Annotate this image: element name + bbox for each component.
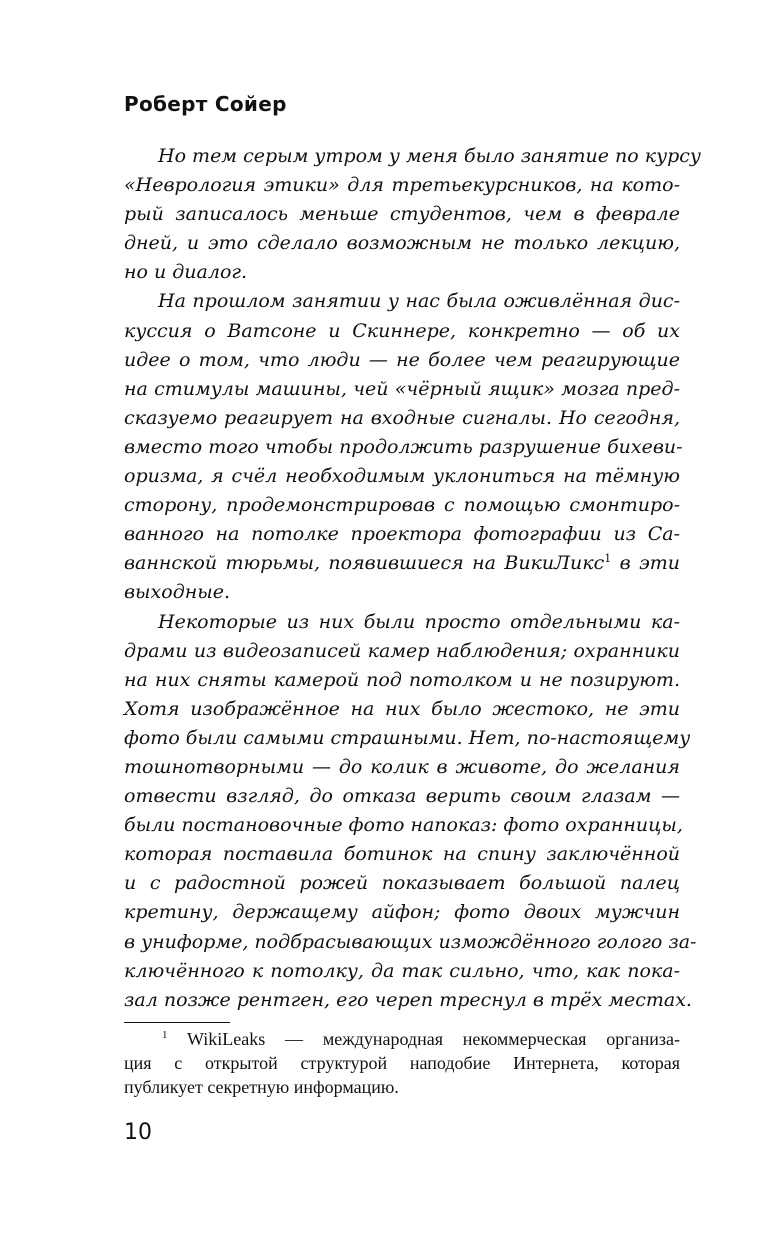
- text-line: сторону, продемонстрировав с помощью смонтиро-: [124, 494, 680, 517]
- text-line: зал позже рентген, его череп треснул в трёх местах.: [124, 988, 692, 1011]
- text-line: были постановочные фото напоказ: фото охранницы,: [124, 814, 683, 837]
- text-line: «Неврология этики» для третьекурсников, на кото-: [124, 174, 680, 197]
- text-line: На прошлом занятии у нас была оживлённая дис-: [158, 290, 680, 313]
- text-line: Но тем серым утром у меня было занятие по курсу: [158, 145, 701, 167]
- text-line: идее о том, что люди — не более чем реагирующие: [124, 348, 680, 371]
- text-line: фото были самыми страшными. Нет, по-настоящему: [124, 726, 691, 749]
- text-line: оризма, я счёл необходимым уклониться на тёмную: [124, 465, 680, 488]
- main-text: [124, 142, 701, 1015]
- text-line: в униформе, подбрасывающих измождённого голого за-: [124, 930, 697, 953]
- text-line: сказуемо реагирует на входные сигналы. Но сегодня,: [124, 406, 680, 429]
- text-line: кретину, держащему айфон; фото двоих мужчин: [124, 901, 680, 924]
- text-line: отвести взгляд, до отказа верить своим глазам —: [124, 785, 680, 808]
- running-head-author: Роберт Сойер: [124, 92, 287, 116]
- text-line-with-footnote: [124, 549, 680, 578]
- text-line: куссия о Ватсоне и Скиннере, конкретно — об их: [124, 319, 680, 342]
- text-line: ключённого к потолку, да так сильно, что, как пока-: [124, 959, 680, 982]
- footnote-reference: 1: [604, 552, 612, 566]
- text-line: дней, и это сделало возможным не только лекцию,: [124, 232, 680, 255]
- text-segment: в эти: [611, 552, 680, 575]
- text-line: ванного на потолке проектора фотографии из Са-: [124, 523, 680, 546]
- footnote-line: ция с открытой структурой наподобие Интернета, которая: [124, 1053, 680, 1073]
- footnote-line: [124, 1027, 680, 1051]
- footnote-line: публикует секретную информацию.: [124, 1077, 399, 1097]
- footnote-divider: [124, 1022, 230, 1023]
- text-segment: ваннской тюрьмы, появившиеся на ВикиЛикс: [124, 552, 605, 575]
- footnote: [124, 1027, 680, 1099]
- text-line: выходные.: [124, 581, 231, 604]
- text-line: вместо того чтобы продолжить разрушение бихеви-: [124, 435, 683, 458]
- text-line: Некоторые из них были просто отдельными ка-: [158, 610, 680, 633]
- text-line: Хотя изображённое на них было жестоко, не эти: [124, 697, 680, 720]
- text-line: но и диалог.: [124, 261, 248, 284]
- text-line: которая поставила ботинок на спину заключённой: [124, 843, 680, 866]
- text-line: драми из видеозаписей камер наблюдения; охранники: [124, 639, 680, 662]
- footnote-text: WikiLeaks — международная некоммерческая организа-: [167, 1029, 680, 1049]
- text-line: тошнотворными — до колик в животе, до желания: [124, 755, 680, 778]
- text-line: на них сняты камерой под потолком и не позируют.: [124, 668, 680, 691]
- text-line: и с радостной рожей показывает большой палец: [124, 872, 680, 895]
- text-line: рый записалось меньше студентов, чем в феврале: [124, 203, 680, 226]
- footnote-marker: 1: [162, 1029, 168, 1041]
- page-number: 10: [124, 1120, 152, 1145]
- text-line: на стимулы машины, чей «чёрный ящик» мозга пред-: [124, 377, 680, 400]
